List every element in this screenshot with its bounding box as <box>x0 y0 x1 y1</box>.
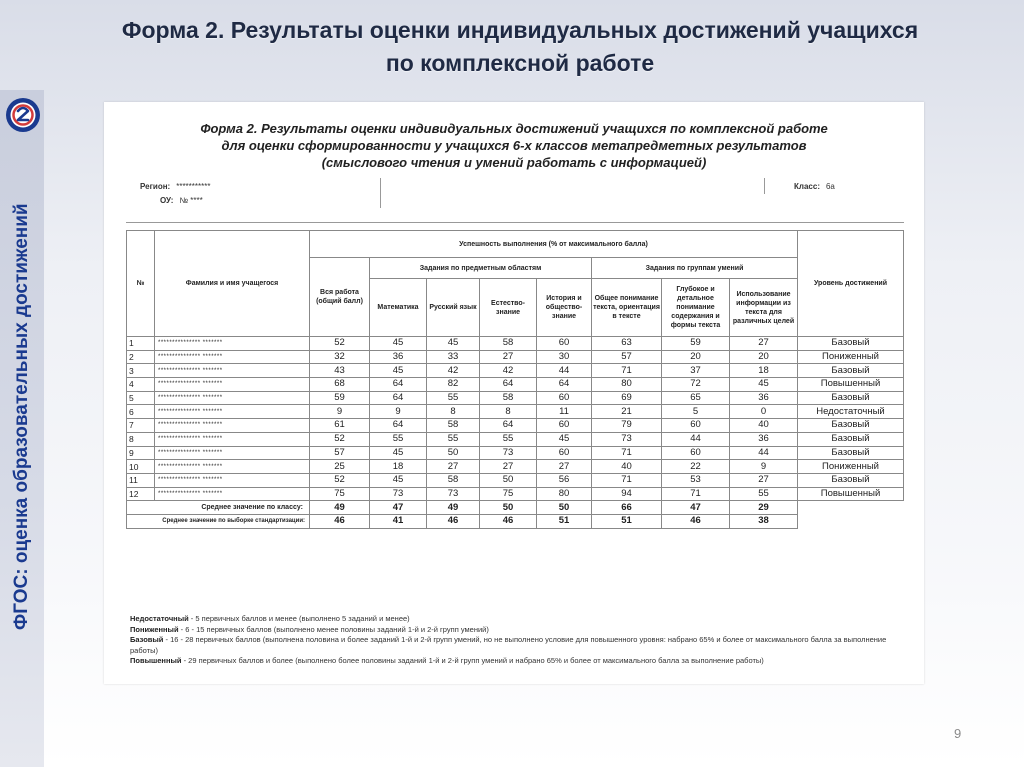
table-row: 11 *************** ******* 52 45 58 50 56 71 53 27 Базовый <box>127 473 904 487</box>
ou-value: № **** <box>179 196 203 205</box>
table-row: 10 *************** ******* 25 18 27 27 27 40 22 9 Пониженный <box>127 460 904 474</box>
table-row: 9 *************** ******* 57 45 50 73 60 71 60 44 Базовый <box>127 446 904 460</box>
results-table <box>126 230 904 529</box>
col-general: Общее понимание текста, ориентация в тексте <box>592 279 662 337</box>
legend-item: Повышенный - 29 первичных баллов и более (выполнено более половины заданий 1-й и 2-й групп умений и набрано 65% и более от максимального балла за выполнение работы) <box>130 656 764 665</box>
ou-label: ОУ: <box>160 196 174 205</box>
document-title-line3: (смыслового чтения и умений работать с информацией) <box>321 155 707 170</box>
ou-field <box>160 196 203 205</box>
legend-item: Недостаточный - 5 первичных баллов и менее (выполнено 5 заданий и менее) <box>130 614 410 623</box>
slide-title-line2: по комплексной работе <box>385 50 655 76</box>
avg-sample-label: Среднее значение по выборке стандартизации: <box>127 514 310 528</box>
table-row: 5 *************** ******* 59 64 55 58 60 69 65 36 Базовый <box>127 391 904 405</box>
col-success: Успешность выполнения (% от максимального балла) <box>310 231 798 258</box>
side-label: ФГОС: оценка образовательных достижений <box>11 203 32 630</box>
col-deep: Глубокое и детальное понимание содержания и формы текста <box>662 279 730 337</box>
class-value: 6а <box>825 182 835 191</box>
slide-title-line1: Форма 2. Результаты оценки индивидуальных достижений учащихся <box>121 17 919 43</box>
col-total: Вся работа (общий балл) <box>310 258 370 337</box>
header-rule <box>126 222 904 223</box>
region-label: Регион: <box>140 182 171 191</box>
legend-item: Пониженный - 6 - 15 первичных баллов (выполнено менее половины заданий 1-й и 2-й групп умений) <box>130 624 489 634</box>
table-row: 1 *************** ******* 52 45 45 58 60 63 59 27 Базовый <box>127 337 904 351</box>
page-number: 9 <box>954 726 962 741</box>
avg-class-row: Среднее значение по классу: 49 47 49 50 50 66 47 29 <box>127 501 904 515</box>
table-row: 12 *************** ******* 75 73 73 75 80 94 71 55 Повышенный <box>127 487 904 501</box>
col-history: История и общество-знание <box>537 279 592 337</box>
col-skills-group: Задания по группам умений <box>592 258 798 279</box>
slide-title <box>40 14 1000 80</box>
legend-item: Базовый - 16 - 28 первичных баллов (выполнена половина и более заданий 1-й и 2-й групп умений, но не выполнено условие для повышенного уровня: набрано 65% и более от максимального балла за выполнение работы) <box>130 635 887 655</box>
region-field <box>140 182 210 191</box>
col-use-info: Использование информации из текста для различных целей <box>730 279 798 337</box>
col-math: Математика <box>370 279 427 337</box>
table-row: 6 *************** ******* 9 9 8 8 11 21 5 0 Недостаточный <box>127 405 904 419</box>
class-field <box>794 182 835 191</box>
region-value: *********** <box>176 182 211 191</box>
document-title-line2: для оценки сформированности у учащихся 6-х классов метапредметных результатов <box>221 138 807 153</box>
header-divider <box>380 178 381 208</box>
table-row: 7 *************** ******* 61 64 58 64 60 79 60 40 Базовый <box>127 419 904 433</box>
avg-sample-row: Среднее значение по выборке стандартизации: 46 41 46 46 51 51 46 38 <box>127 514 904 528</box>
header-divider <box>764 178 765 194</box>
document-title <box>104 120 924 171</box>
col-num: № <box>127 231 155 337</box>
document-scan <box>104 102 924 684</box>
table-row: 3 *************** ******* 43 45 42 42 44 71 37 18 Базовый <box>127 364 904 378</box>
level-legend <box>130 614 890 667</box>
table-row: 8 *************** ******* 52 55 55 55 45 73 44 36 Базовый <box>127 432 904 446</box>
col-level: Уровень достижений <box>798 231 904 337</box>
table-row: 4 *************** ******* 68 64 82 64 64 80 72 45 Повышенный <box>127 378 904 392</box>
col-science: Естество-знание <box>480 279 537 337</box>
table-row: 2 *************** ******* 32 36 33 27 30 57 20 20 Пониженный <box>127 350 904 364</box>
col-name: Фамилия и имя учащегося <box>155 231 310 337</box>
avg-class-label: Среднее значение по классу: <box>127 501 310 515</box>
col-subject-group: Задания по предметным областям <box>370 258 592 279</box>
fgos-logo-icon <box>4 96 42 134</box>
document-title-line1: Форма 2. Результаты оценки индивидуальных достижений учащихся по комплексной работе <box>200 121 828 136</box>
col-russian: Русский язык <box>427 279 480 337</box>
class-label: Класс: <box>794 182 820 191</box>
